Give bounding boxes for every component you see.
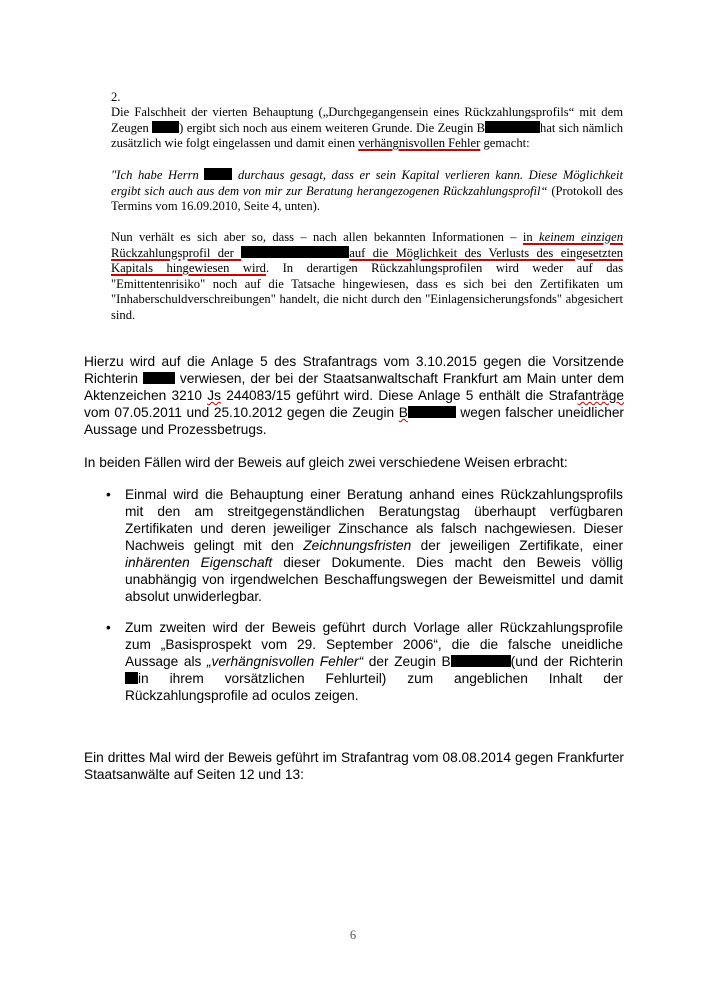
underlined-phrase: in keinem einzigen Rückzahlungsprofil der auf die Möglichkeit des Verlusts des eingesetzten Kapitals hingewiesen wird	[111, 230, 623, 276]
redaction	[143, 372, 175, 384]
redaction	[125, 672, 138, 684]
bullet-item-1: Einmal wird die Behauptung einer Beratung anhand eines Rückzahlungsprofils mit den am streitgegenständlichen Beratungstag überhaupt verfügbaren Zertifikaten und deren jeweiliger Zinschance als falsch nachgewiesen. Dieser Nachweis gelingt mit den Zeichnungsfristen der jeweiligen Zertifikate, einer inhärenten Eigenschaft dieser Dokumente. Dies macht den Beweis völlig unabhängig von irgendwelchen Beschaffungswegen der Beweismittel und damit absolut unwiderlegbar.	[125, 487, 624, 604]
redaction	[152, 121, 179, 133]
quote-paragraph-1: Die Falschheit der vierten Behauptung („Durchgegangensein eines Rückzahlungsprofils“ mit dem Zeugen ) ergibt sich noch aus einem weiteren Grunde. Die Zeugin B hat sich nämlich zusätzlich wie folgt eingelassen und damit einen verhängnisvollen Fehler gemacht:	[111, 105, 623, 151]
quote-paragraph-3: Nun verhält es sich aber so, dass – nach allen bekannten Informationen – in keinem einzigen Rückzahlungsprofil der auf die Möglichkeit des Verlusts des eingesetzten Kapitals hingewiesen wird. In derartigen Rückzahlungsprofilen wird weder auf das "Emittentenrisiko" noch auf die Tatsache hingewiesen, dass es sich bei den Zertifikaten um "Inhaberschuldverschreibungen" handelt, die nicht durch den "Einlagensicherungsfonds" abgesichert sind.	[111, 230, 623, 322]
quote-paragraph-2: "Ich habe Herrn durchaus gesagt, dass er sein Kapital verlieren kann. Diese Möglichkeit ergibt sich auch aus dem von mir zur Beratung herangezogenen Rückzahlungsprofil“ (Protokoll des Termins vom 16.09.2010, Seite 4, unten).	[111, 168, 623, 214]
body-paragraph-2: In beiden Fällen wird der Beweis auf gleich zwei verschiedene Weisen erbracht:	[84, 455, 568, 470]
page-number: 6	[349, 928, 357, 942]
quote-number: 2.	[111, 90, 121, 104]
redaction	[241, 246, 349, 258]
body-paragraph-3: Ein drittes Mal wird der Beweis geführt im Strafantrag vom 08.08.2014 gegen Frankfurter Staatsanwälte auf Seiten 12 und 13:	[84, 750, 624, 782]
body-paragraph-1: Hierzu wird auf die Anlage 5 des Strafantrags vom 3.10.2015 gegen die Vorsitzende Richterin verwiesen, der bei der Staatsanwaltschaft Frankfurt am Main unter dem Aktenzeichen 3210 Js 244083/15 geführt wird. Diese Anlage 5 enthält die Strafanträge vom 07.05.2011 und 25.10.2012 gegen die Zeugin B wegen falscher uneidlicher Aussage und Prozessbetrugs.	[84, 354, 624, 437]
spellcheck-word: Js	[207, 388, 221, 403]
underlined-phrase: verhängnisvollen Fehler	[358, 136, 481, 151]
bullet-symbol: •	[106, 487, 111, 502]
redaction	[408, 406, 456, 418]
bullet-item-2: Zum zweiten wird der Beweis geführt durch Vorlage aller Rückzahlungsprofile zum „Basisprospekt vom 29. September 2006“, die die falsche uneidliche Aussage als „verhängnisvollen Fehler“ der Zeugin B (und der Richterin in ihrem vorsätzlichen Fehlurteil) zum angeblichen Inhalt der Rückzahlungsprofile ad oculos zeigen.	[125, 620, 623, 703]
redaction	[451, 655, 511, 667]
bullet-symbol: •	[106, 620, 111, 635]
spellcheck-word: B	[398, 405, 408, 420]
spellcheck-word: anträge	[577, 388, 624, 403]
redaction	[485, 121, 540, 133]
redaction	[204, 168, 232, 180]
